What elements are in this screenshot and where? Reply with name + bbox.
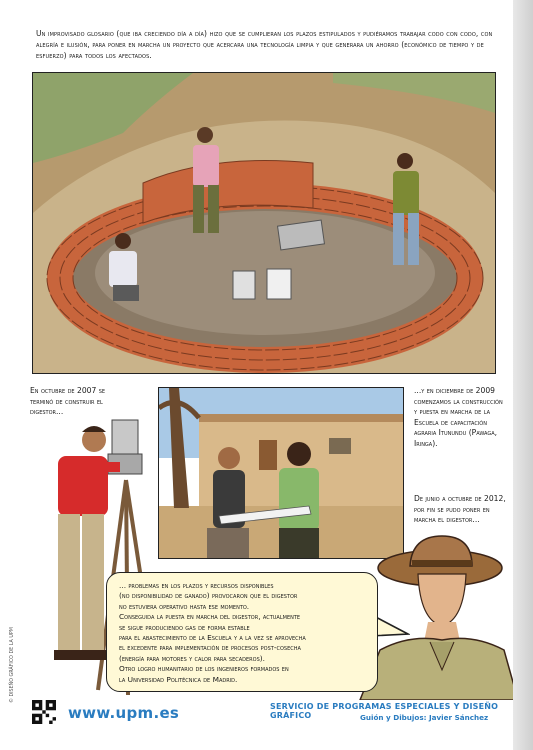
bubble-text: [119, 581, 369, 685]
bubble-line: se sigue produciendo gas de forma estable: [119, 622, 250, 632]
website-link[interactable]: www.upm.es: [68, 704, 180, 722]
bubble-line: no estuviera operativo hasta ese momento.: [119, 601, 250, 611]
caption-june-october-2012: De junio a octubre de 2012, por fin se pudo poner en marcha el digestor...: [414, 494, 506, 525]
digester-illustration: [33, 73, 495, 373]
caption-october-2007: En octubre de 2007 se terminó de construir el digestor...: [30, 386, 106, 417]
bubble-line: Conseguida la puesta en marcha del digestor, actualmente: [119, 612, 301, 622]
speech-bubble: [106, 572, 378, 692]
bubble-line: (no disponibilidad de ganado) provocaron que el digestor: [119, 591, 298, 601]
bubble-line: (energía para motores y calor para secaderos).: [119, 653, 265, 663]
caption-december-2009: ...y en diciembre de 2009 comenzamos la construcción y puesta en marcha de la Escuela de capacitación agraria Itunundu (Pawaga, Iringa).: [414, 386, 503, 448]
bubble-line: para el abastecimiento de la Escuela y a la vez se aprovecha: [119, 633, 306, 643]
bubble-line: ... problemas en los plazos y recursos disponibles: [119, 581, 274, 590]
page-edge-shadow: [513, 0, 533, 750]
intro-text: Un improvisado glosario (que iba creciendo día a día) hizo que se cumplieran los plazos estipulados y pudiéramos trabajar codo con codo, con alegría e ilusión, para poner en marcha un proyecto que acercara una tecnología limpia y que generara un ahorro (económico de tiempo y de esfuerzo) para todos los afectados.: [36, 29, 493, 61]
qr-code-icon[interactable]: [32, 700, 56, 724]
bubble-line: la Universidad Politécnica de Madrid.: [119, 674, 238, 684]
service-title: SERVICIO DE PROGRAMAS ESPECIALES Y DISEÑO GRÁFICO: [270, 702, 499, 720]
credits-text: Guión y Dibujos: Javier Sánchez: [360, 713, 489, 722]
panel-digester-construction: [32, 72, 496, 374]
bubble-line: Otro logro humanitario de los ingenieros formados en: [119, 664, 289, 674]
bubble-line: el excedente para implementación de procesos post-cosecha: [119, 643, 301, 653]
side-credit: [10, 600, 20, 730]
side-credit-text: © DISEÑO GRÁFICO DE LA UPM: [10, 627, 15, 703]
